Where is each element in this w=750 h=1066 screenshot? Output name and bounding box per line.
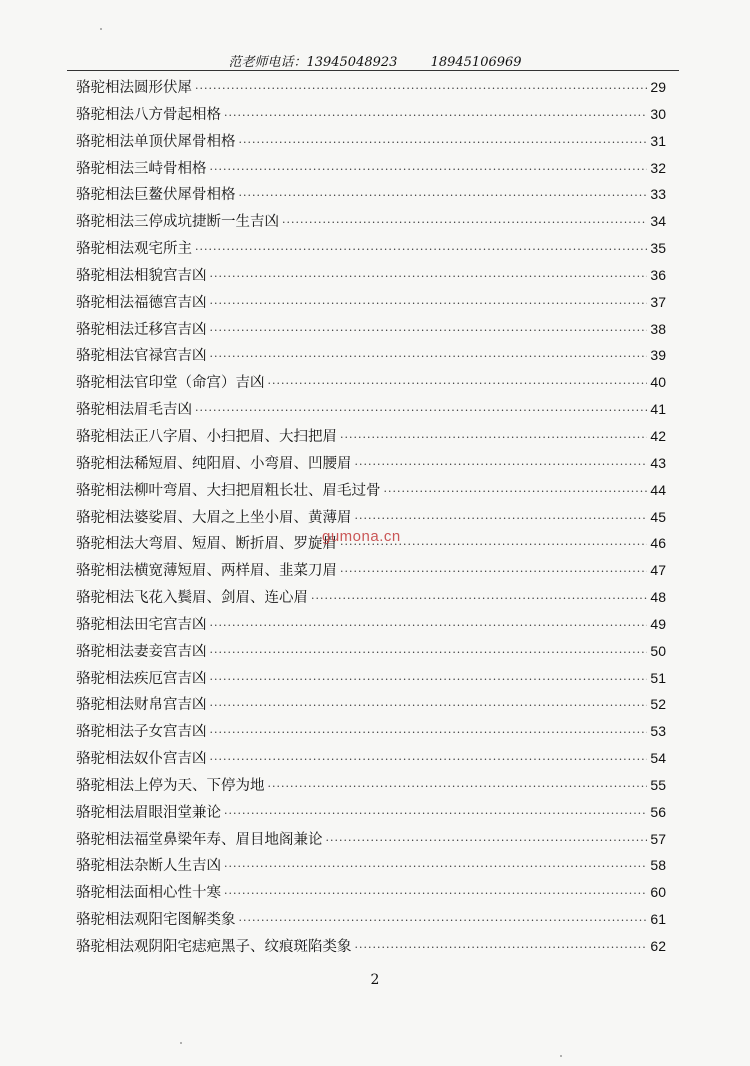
toc-entry-title: 骆驼相法子女宫吉凶 [76,724,207,741]
toc-entry [76,557,666,584]
toc-entry [76,772,666,799]
toc-leader-dots [384,479,648,504]
toc-entry-page: 50 [650,642,666,659]
toc-leader-dots [210,667,648,692]
toc-entry-page: 44 [650,481,666,498]
toc-entry-page: 37 [650,293,666,310]
toc-entry-page: 31 [650,132,666,149]
toc-entry-title: 骆驼相法观宅所主 [76,241,192,258]
toc-entry-page: 46 [650,535,666,552]
toc-entry [76,74,666,101]
toc-leader-dots [340,559,647,584]
toc-entry [76,101,666,128]
toc-entry [76,852,666,879]
toc-entry-title: 骆驼相法妻妾宫吉凶 [76,643,207,660]
toc-entry-page: 35 [650,240,666,257]
toc-leader-dots [239,908,648,933]
header-phone-1: 13945048923 [306,55,398,70]
toc-entry-title: 骆驼相法官印堂（命宫）吉凶 [76,375,265,392]
toc-entry-title: 骆驼相法正八字眉、小扫把眉、大扫把眉 [76,428,337,445]
toc-entry-page: 62 [650,938,666,954]
toc-entry-page: 60 [650,884,666,901]
toc-entry [76,879,666,906]
toc-leader-dots [239,130,648,155]
toc-entry-title: 骆驼相法杂断人生吉凶 [76,858,221,875]
toc-entry-title: 骆驼相法奴仆宫吉凶 [76,751,207,768]
toc-entry-title: 骆驼相法圆形伏犀 [76,80,192,96]
toc-leader-dots [239,183,648,208]
toc-entry-title: 骆驼相法柳叶弯眉、大扫把眉粗长壮、眉毛过骨 [76,482,381,499]
toc-leader-dots [210,613,648,638]
toc-entry [76,316,666,343]
toc-entry-title: 骆驼相法观阴阳宅痣疤黑子、纹痕斑陷类象 [76,939,352,955]
toc-entry-title: 骆驼相法相貌宫吉凶 [76,267,207,284]
toc-entry-page: 53 [650,723,666,740]
toc-leader-dots [224,881,647,906]
toc-entry-title: 骆驼相法单顶伏犀骨相格 [76,133,236,150]
toc-entry-title: 骆驼相法飞花入鬓眉、剑眉、连心眉 [76,590,308,607]
toc-entry-page: 32 [650,159,666,176]
watermark: gumona.cn [322,528,401,545]
toc-entry-page: 38 [650,320,666,337]
toc-entry [76,477,666,504]
page-number: 2 [370,972,380,988]
scan-speck [100,28,102,30]
header-label: 范老师电话： [228,55,307,70]
toc-entry [76,504,666,531]
toc-leader-dots [355,506,648,531]
toc-entry [76,691,666,718]
toc-entry-title: 骆驼相法眉眼泪堂兼论 [76,804,221,821]
toc-entry [76,181,666,208]
toc-entry-page: 36 [650,266,666,283]
toc-entry [76,235,666,262]
toc-leader-dots [210,720,648,745]
toc-entry [76,933,666,960]
toc-entry-page: 51 [650,669,666,686]
toc-entry-page: 49 [650,615,666,632]
toc-entry-page: 40 [650,374,666,391]
toc-entry-page: 39 [650,347,666,364]
toc-entry-page: 47 [650,562,666,579]
toc-entry [76,799,666,826]
toc-entry [76,208,666,235]
toc-entry-page: 29 [650,79,666,95]
header-rule [67,70,679,71]
toc-entry-page: 58 [650,857,666,874]
toc-leader-dots [210,318,648,343]
toc-entry-page: 34 [650,213,666,230]
toc-entry [76,396,666,423]
toc-entry-page: 54 [650,750,666,767]
toc-leader-dots [224,801,647,826]
toc-entry-title: 骆驼相法大弯眉、短眉、断折眉、罗旋眉 [76,536,337,553]
toc-leader-dots [210,291,648,316]
toc-entry-page: 41 [650,401,666,418]
toc-leader-dots [340,425,647,450]
toc-entry-title: 骆驼相法横宽薄短眉、两样眉、韭菜刀眉 [76,563,337,580]
toc-entry [76,745,666,772]
toc-entry-title: 骆驼相法福德宫吉凶 [76,294,207,311]
toc-entry-page: 30 [650,105,666,122]
toc-entry-title: 骆驼相法疾厄宫吉凶 [76,670,207,687]
toc-leader-dots [210,344,648,369]
toc-entry-page: 55 [650,776,666,793]
toc-entry-page: 57 [650,830,666,847]
toc-leader-dots [195,237,647,262]
toc-entry-title: 骆驼相法上停为天、下停为地 [76,777,265,794]
toc-entry [76,342,666,369]
toc-entry [76,665,666,692]
page-header [0,51,750,70]
toc-leader-dots [210,264,648,289]
scan-speck [560,1055,562,1057]
toc-leader-dots [210,747,648,772]
toc-entry [76,262,666,289]
toc-leader-dots [210,157,648,182]
toc-leader-dots [268,774,648,799]
toc-entry [76,289,666,316]
toc-leader-dots [224,103,647,128]
toc-leader-dots [195,398,647,423]
toc-entry-title: 骆驼相法观阳宅图解类象 [76,912,236,929]
toc-entry [76,826,666,853]
table-of-contents [76,74,666,960]
toc-entry-title: 骆驼相法稀短眉、纯阳眉、小弯眉、凹腰眉 [76,455,352,472]
toc-entry [76,450,666,477]
toc-entry-title: 骆驼相法福堂鼻梁年寿、眉目地阁兼论 [76,831,323,848]
toc-entry [76,718,666,745]
toc-entry-title: 骆驼相法三停成坑捷断一生吉凶 [76,214,279,231]
toc-leader-dots [195,76,647,101]
toc-leader-dots [355,452,648,477]
toc-entry-page: 56 [650,803,666,820]
toc-entry-title: 骆驼相法迁移宫吉凶 [76,321,207,338]
toc-entry [76,155,666,182]
toc-entry-page: 43 [650,454,666,471]
toc-entry-title: 骆驼相法面相心性十寒 [76,885,221,902]
toc-entry-page: 52 [650,696,666,713]
toc-leader-dots [282,210,647,235]
toc-leader-dots [326,828,648,853]
header-phone-2: 18945106969 [430,55,522,70]
toc-leader-dots [311,586,647,611]
toc-entry-title: 骆驼相法三峙骨相格 [76,160,207,177]
toc-entry-title: 骆驼相法田宅宫吉凶 [76,616,207,633]
toc-entry [76,423,666,450]
toc-leader-dots [224,854,647,879]
toc-entry-title: 骆驼相法婆娑眉、大眉之上坐小眉、黄薄眉 [76,509,352,526]
toc-entry-page: 61 [650,911,666,928]
toc-entry-title: 骆驼相法财帛宫吉凶 [76,697,207,714]
toc-entry-page: 33 [650,186,666,203]
toc-entry-page: 48 [650,589,666,606]
toc-entry [76,611,666,638]
toc-leader-dots [355,935,648,960]
toc-entry-title: 骆驼相法八方骨起相格 [76,106,221,123]
toc-entry [76,369,666,396]
toc-entry [76,906,666,933]
toc-leader-dots [210,693,648,718]
toc-entry-page: 42 [650,427,666,444]
toc-entry [76,584,666,611]
scan-speck [180,1042,182,1044]
toc-entry [76,128,666,155]
toc-entry-title: 骆驼相法眉毛吉凶 [76,402,192,419]
toc-entry-page: 45 [650,508,666,525]
toc-leader-dots [210,640,648,665]
toc-entry-title: 骆驼相法官禄宫吉凶 [76,348,207,365]
toc-leader-dots [268,371,648,396]
toc-entry-title: 骆驼相法巨鳌伏犀骨相格 [76,187,236,204]
toc-entry [76,638,666,665]
